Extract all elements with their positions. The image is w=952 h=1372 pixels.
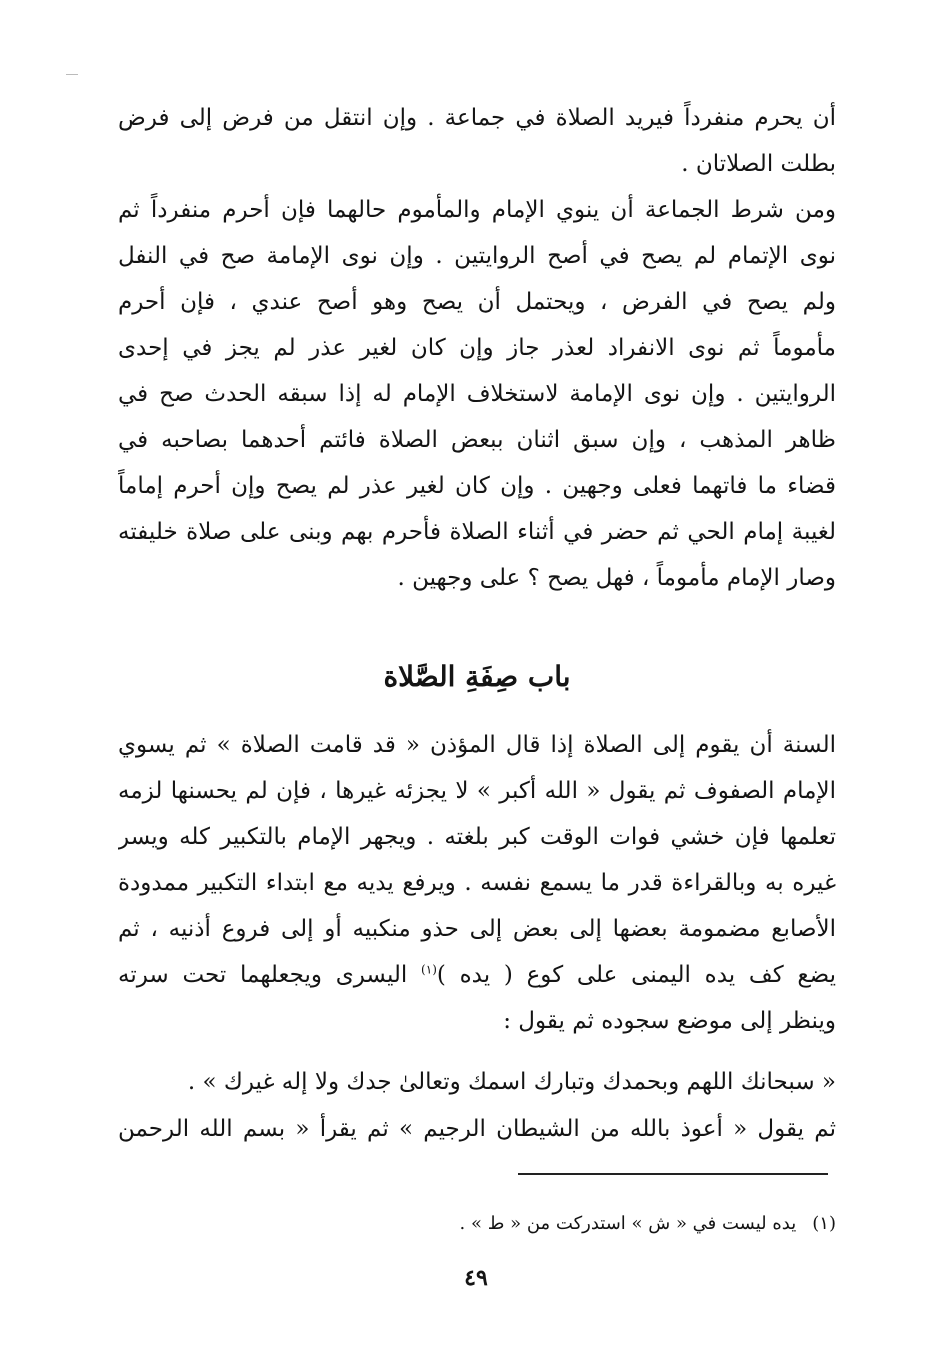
scan-corner-mark <box>66 74 78 75</box>
text-line: قضاء ما فاتهما فعلى وجهين . وإن كان لغير عذر لم يصح وإن أحرم إماماً <box>118 473 836 499</box>
text-line: الإمام الصفوف ثم يقول « الله أكبر » لا يجزئه غيرها ، فإن لم يحسنها لزمه <box>118 778 836 804</box>
paragraph-supplication <box>118 1059 836 1105</box>
text-line: غيره به وبالقراءة قدر ما يسمع نفسه . ويرفع يديه مع ابتداء التكبير ممدودة <box>118 870 836 896</box>
text-line: أن يحرم منفرداً فيريد الصلاة في جماعة . وإن انتقل من فرض إلى فرض <box>118 105 836 131</box>
text-line: مأموماً ثم نوى الانفراد لعذر جاز وإن كان لغير عذر لم يجز في إحدى <box>118 335 836 361</box>
text-line: الروايتين . وإن نوى الإمامة لاستخلاف الإمام له إذا سبقه الحدث صح في <box>118 381 836 407</box>
paragraph-taawwudh <box>118 1106 836 1152</box>
text-line: بطلت الصلاتان . <box>681 151 836 177</box>
text-line: وصار الإمام مأموماً ، فهل يصح ؟ على وجهين . <box>397 565 836 591</box>
text-line: « سبحانك اللهم وبحمدك وتبارك اسمك وتعالىٰ جدك ولا إله غيرك » . <box>187 1069 836 1095</box>
text-line: وينظر إلى موضع سجوده ثم يقول : <box>503 1008 836 1034</box>
footnote-number: (١) <box>812 1213 836 1234</box>
chapter-heading: باب صِفَةِ الصَّلاة <box>383 660 571 693</box>
paragraph-continuation <box>118 95 836 187</box>
paragraph-jamaah-conditions <box>118 187 836 601</box>
footnote-separator <box>518 1173 828 1175</box>
text-line: نوى الإتمام لم يصح في أصح الروايتين . وإن نوى الإمامة صح في النفل <box>118 243 836 269</box>
text-segment: يضع كف يده اليمنى على كوع ( يده ) <box>436 962 836 988</box>
text-line: لغيبة إمام الحي ثم حضر في أثناء الصلاة فأحرم بهم وبنى على صلاة خليفته <box>118 519 836 545</box>
footnote-reference: (١) <box>421 962 437 977</box>
text-line: ظاهر المذهب ، وإن سبق اثنان ببعض الصلاة فائتم أحدهما بصاحبه في <box>118 427 836 453</box>
text-segment: اليسرى ويجعلهما تحت سرته <box>118 962 422 988</box>
page-number: ٤٩ <box>464 1265 488 1291</box>
text-line: تعلمها فإن خشي فوات الوقت كبر بلغته . ويجهر الإمام بالتكبير كله ويسر <box>118 824 836 850</box>
text-line: الأصابع مضمومة بعضها إلى بعض إلى حذو منكبيه أو إلى فروع أذنيه ، ثم <box>118 916 836 942</box>
text-line: ولم يصح في الفرض ، ويحتمل أن يصح وهو أصح عندي ، فإن أحرم <box>118 289 836 315</box>
paragraph-prayer-description <box>118 722 836 1044</box>
text-line: ومن شرط الجماعة أن ينوي الإمام والمأموم حالهما فإن أحرم منفرداً ثم <box>118 197 836 223</box>
text-line: السنة أن يقوم إلى الصلاة إذا قال المؤذن « قد قامت الصلاة » ثم يسوي <box>118 732 836 758</box>
footnote-text: يده ليست في « ش » استدركت من « ط » . <box>459 1213 797 1234</box>
text-line: ثم يقول « أعوذ بالله من الشيطان الرجيم » ثم يقرأ « بسم الله الرحمن <box>118 1116 836 1142</box>
footnote <box>118 1206 836 1242</box>
text-line-with-footnote-ref <box>118 952 836 998</box>
